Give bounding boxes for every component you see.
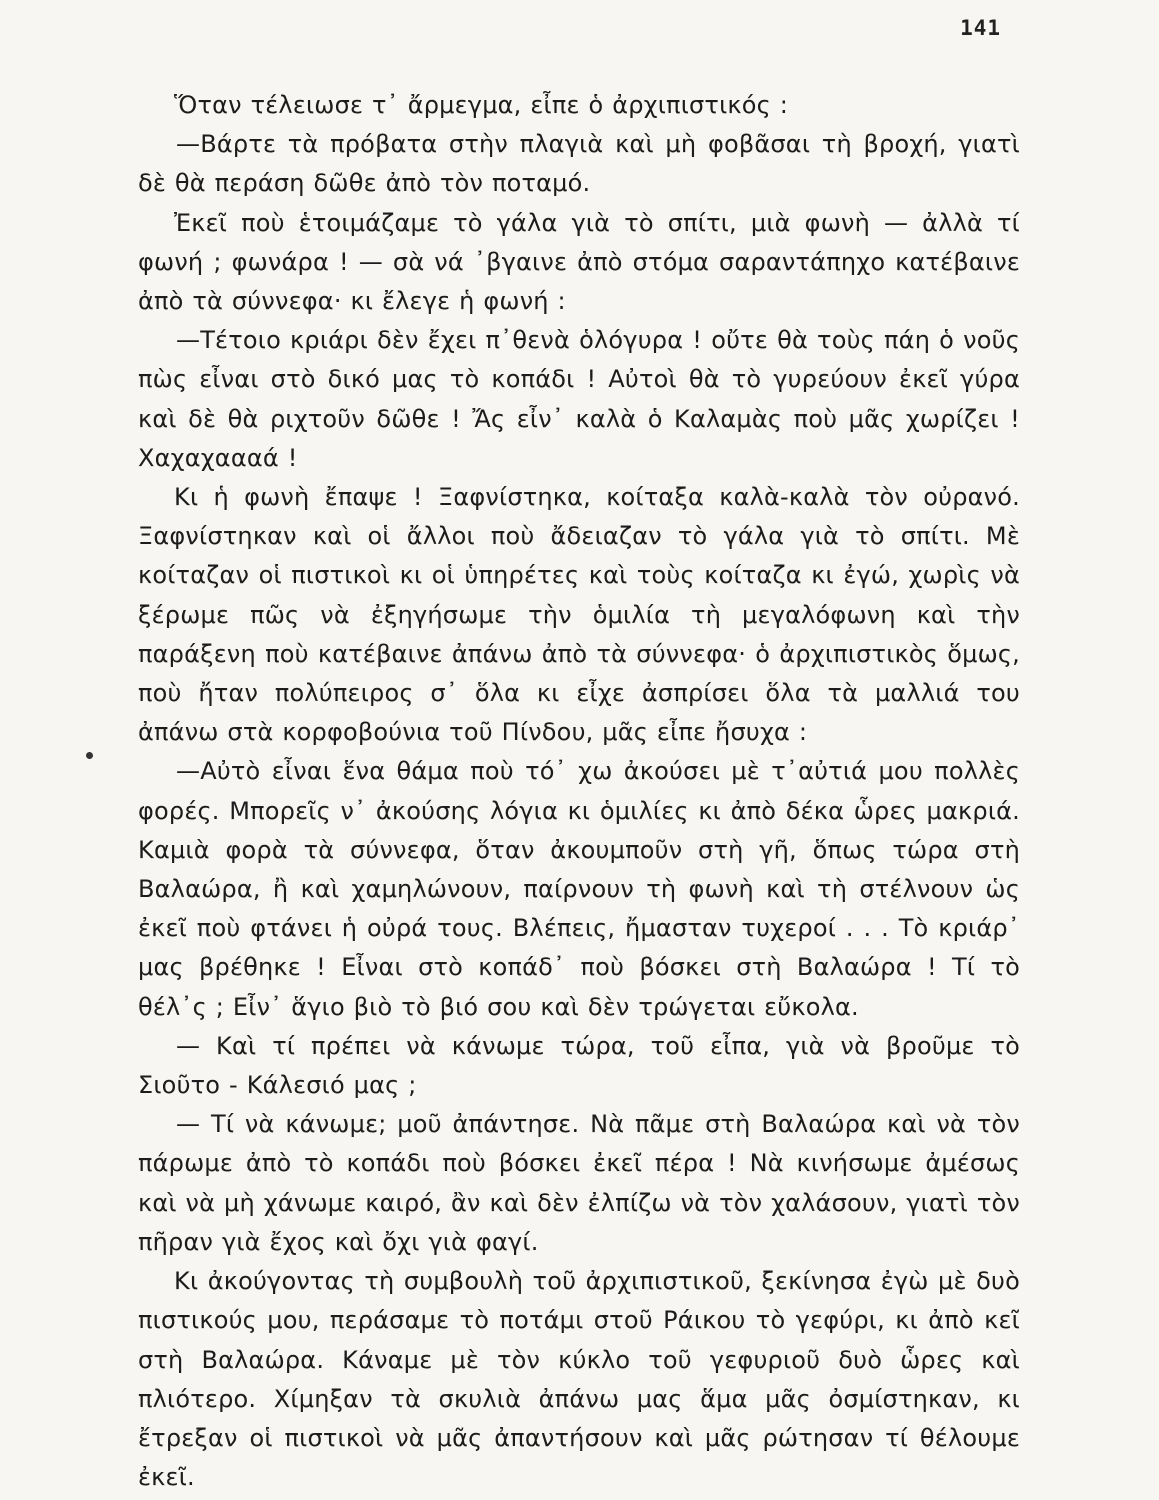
paragraph: Ἐκεῖ ποὺ ἑτοιμάζαμε τὸ γάλα γιὰ τὸ σπίτι, μιὰ φωνὴ — ἀλλὰ τί φωνή ; φωνάρα ! — σὰ νά ᾿βγαινε ἀπὸ στόμα σαραντάπηχο κατέβαινε ἀπὸ τὰ σύννεφα· κι ἔλεγε ἡ φωνή : [138,208,1020,316]
body-text [138,86,1020,1497]
paragraph: —Βάρτε τὰ πρόβατα στὴν πλαγιὰ καὶ μὴ φοβᾶσαι τὴ βροχή, γιατὶ δὲ θὰ περάση δῶθε ἀπὸ τὸν ποταμό. [138,130,1020,198]
paragraph: —Τέτοιο κριάρι δὲν ἔχει π᾿θενὰ ὁλόγυρα ! οὔτε θὰ τοὺς πάη ὁ νοῦς πὼς εἶναι στὸ δικό μας τὸ κοπάδι ! Αὐτοὶ θὰ τὸ γυρεύουν ἐκεῖ γύρα καὶ δὲ θὰ ριχτοῦν δῶθε ! Ἄς εἶν᾿ καλὰ ὁ Καλαμὰς ποὺ μᾶς χωρίζει ! Χαχαχαααά ! [138,326,1020,472]
page-number: 141 [960,16,1001,40]
paragraph: Κι ἀκούγοντας τὴ συμβουλὴ τοῦ ἀρχιπιστικοῦ, ξεκίνησα ἐγὼ μὲ δυὸ πιστικούς μου, περάσαμε τὸ ποτάμι στοῦ Ράικου τὸ γεφύρι, κι ἀπὸ κεῖ στὴ Βαλαώρα. Κάναμε μὲ τὸν κύκλο τοῦ γεφυριοῦ δυὸ ὧρες καὶ πλιότερο. Χίμηξαν τὰ σκυλιὰ ἀπάνω μας ἅμα μᾶς ὀσμίστηκαν, κι ἔτρεξαν οἱ πιστικοὶ νὰ μᾶς ἀπαντήσουν καὶ μᾶς ρώτησαν τί θέλουμε ἐκεῖ. [138,1267,1020,1492]
paragraph: — Τί νὰ κάνωμε; μοῦ ἀπάντησε. Νὰ πᾶμε στὴ Βαλαώρα καὶ νὰ τὸν πάρωμε ἀπὸ τὸ κοπάδι ποὺ βόσκει ἐκεῖ πέρα ! Νὰ κινήσωμε ἀμέσως καὶ νὰ μὴ χάνωμε καιρό, ἂν καὶ δὲν ἐλπίζω νὰ τὸν χαλάσουν, γιατὶ τὸν πῆραν γιὰ ἔχος καὶ ὄχι γιὰ φαγί. [138,1110,1020,1256]
paragraph: Κι ἡ φωνὴ ἔπαψε ! Ξαφνίστηκα, κοίταξα καλὰ-καλὰ τὸν οὐρανό. Ξαφνίστηκαν καὶ οἱ ἄλλοι ποὺ ἄδειαζαν τὸ γάλα γιὰ τὸ σπίτι. Μὲ κοίταζαν οἱ πιστικοὶ κι οἱ ὑπηρέτες καὶ τοὺς κοίταζα κι ἐγώ, χωρὶς νὰ ξέρωμε πῶς νὰ ἐξηγήσωμε τὴν ὁμιλία τὴ μεγαλόφωνη καὶ τὴν παράξενη ποὺ κατέβαινε ἀπάνω ἀπὸ τὰ σύννεφα· ὁ ἀρχιπιστικὸς ὅμως, ποὺ ἤταν πολύπειρος σ᾿ ὅλα κι εἶχε ἀσπρίσει ὅλα τὰ μαλλιά του ἀπάνω στὰ κορφοβούνια τοῦ Πίνδου, μᾶς εἶπε ἤσυχα : [138,483,1020,747]
paragraph: — Καὶ τί πρέπει νὰ κάνωμε τώρα, τοῦ εἶπα, γιὰ νὰ βροῦμε τὸ Σιοῦτο - Κάλεσιό μας ; [138,1031,1020,1100]
margin-mark [85,751,95,761]
paragraph: Ὅταν τέλειωσε τ᾿ ἄρμεγμα, εἶπε ὁ ἀρχιπιστικός : [174,91,789,119]
paragraph: —Αὐτὸ εἶναι ἕνα θάμα ποὺ τό᾿ χω ἀκούσει μὲ τ᾿αὐτιά μου πολλὲς φορές. Μπορεῖς ν᾿ ἀκούσης λόγια κι ὁμιλίες κι ἀπὸ δέκα ὧρες μακριά. Καμιὰ φορὰ τὰ σύννεφα, ὅταν ἀκουμποῦν στὴ γῆ, ὅπως τώρα στὴ Βαλαώρα, ἢ καὶ χαμηλώνουν, παίρνουν τὴ φωνὴ καὶ τὴ στέλνουν ὡς ἐκεῖ ποὺ φτάνει ἡ οὐρά τους. Βλέπεις, ἤμασταν τυχεροί . . . Τὸ κριάρ᾿ μας βρέθηκε ! Εἶναι στὸ κοπάδ᾿ ποὺ βόσκει στὴ Βαλαώρα ! Τί τὸ θέλ᾿ς ; Εἶν᾿ ἅγιο βιὸ τὸ βιό σου καὶ δὲν τρώγεται εὔκολα. [138,757,1020,1021]
